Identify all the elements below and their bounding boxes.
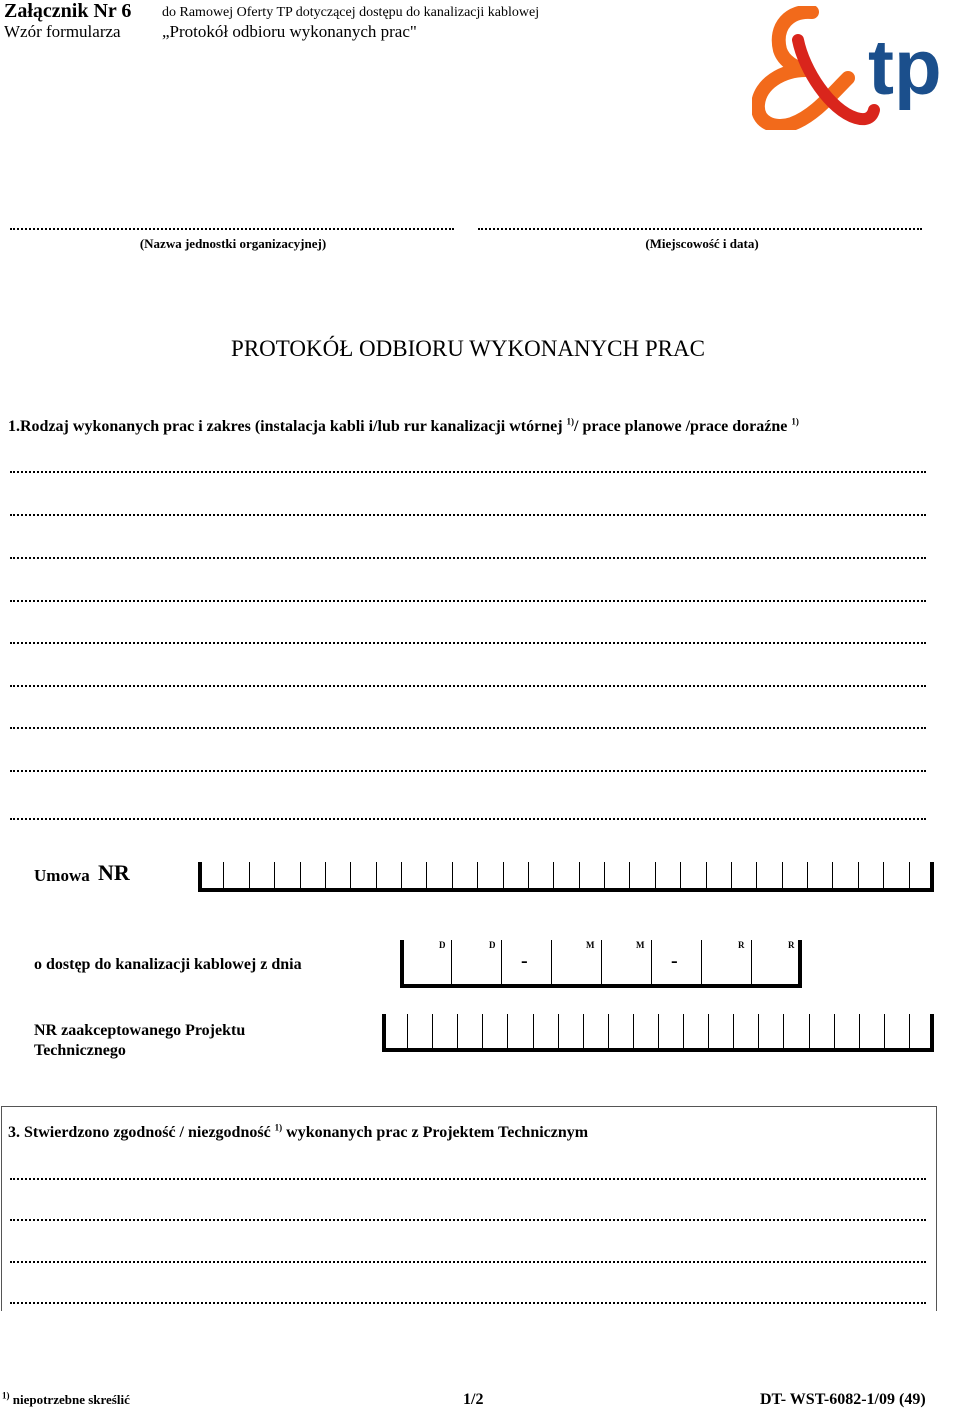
box-divider [834,1014,835,1048]
box-divider [503,862,504,888]
box-divider [680,862,681,888]
box-divider [477,862,478,888]
box-divider [733,1014,734,1048]
box-divider [457,1014,458,1048]
section1-line-5[interactable] [10,642,926,644]
box-divider [407,1014,408,1048]
form-title: „Protokół odbioru wykonanych prac" [162,22,417,41]
section1-line-2[interactable] [10,514,926,516]
box-divider [558,1014,559,1048]
date-separator-2: - [671,950,678,972]
section1-line-6[interactable] [10,685,926,687]
footnote: $^{1)}$ niepotrzebne skreślić [2,1390,130,1407]
box-divider [655,862,656,888]
box-divider [553,862,554,888]
box-divider [325,862,326,888]
box-divider [758,1014,759,1048]
section1-line-4[interactable] [10,600,926,602]
box-divider [583,1014,584,1048]
document-code: DT- WST-6082-1/09 (49) [760,1391,926,1408]
box-divider [832,862,833,888]
date-day-letter-2: D [489,940,496,950]
box-divider [807,862,808,888]
box-divider [452,862,453,888]
box-divider [782,862,783,888]
box-divider [579,862,580,888]
box-divider [223,862,224,888]
box-divider [533,1014,534,1048]
box-divider [249,862,250,888]
date-month-letter-1: M [586,940,595,950]
annex-number: Załącznik Nr 6 [4,0,132,22]
section3-line-1[interactable] [10,1178,926,1180]
box-divider [909,1014,910,1048]
box-edge-left [382,1014,386,1052]
box-divider [604,862,605,888]
box-divider [528,862,529,888]
box-divider [633,1014,634,1048]
date-separator-1: - [521,950,528,972]
section1-line-9[interactable] [10,818,926,820]
box-divider [859,1014,860,1048]
document-title: PROTOKÓŁ ODBIORU WYKONANYCH PRAC [231,336,705,361]
box-edge-right [930,862,934,892]
box-divider [706,862,707,888]
box-divider [300,862,301,888]
tp-logo [752,6,958,130]
date-year-letter-2: R [788,940,795,950]
section3-line-4[interactable] [10,1302,926,1304]
box-divider [426,862,427,888]
box-divider [858,862,859,888]
box-divider [909,862,910,888]
box-divider [883,862,884,888]
org-name-line[interactable] [10,228,454,230]
box-divider [274,862,275,888]
box-edge-left [198,862,202,892]
contract-label: Umowa [34,866,90,885]
box-divider [731,862,732,888]
box-divider [658,1014,659,1048]
box-divider [708,1014,709,1048]
box-divider [783,1014,784,1048]
box-divider [756,862,757,888]
contract-date-label: o dostęp do kanalizacji kablowej z dnia [34,956,302,973]
box-divider [809,1014,810,1048]
place-date-caption: (Miejscowość i data) [645,236,759,251]
tp-logo-icon [752,6,958,130]
org-name-caption: (Nazwa jednostki organizacyjnej) [139,236,327,251]
box-divider [432,1014,433,1048]
box-divider [608,1014,609,1048]
box-divider [507,1014,508,1048]
box-divider [376,862,377,888]
box-divider [401,862,402,888]
section3-heading: 3. Stwierdzono zgodność / niezgodność $^{1)}$ wykonanych prac z Projektem Technicznym [8,1122,589,1141]
box-divider [482,1014,483,1048]
section1-heading: 1.Rodzaj wykonanych prac i zakres (instalacja kabli i/lub rur kanalizacji wtórnej $^{1)}$/ prace planowe /prace doraźne $^{1)}$ [8,416,799,435]
annex-description: do Ramowej Oferty TP dotyczącej dostępu do kanalizacji kablowej [162,5,540,20]
section1-line-8[interactable] [10,770,926,772]
box-divider [350,862,351,888]
box-divider [884,1014,885,1048]
section3-line-3[interactable] [10,1261,926,1263]
box-divider [683,1014,684,1048]
section1-line-7[interactable] [10,727,926,729]
form-label: Wzór formularza [4,22,121,41]
date-day-letter-1: D [439,940,446,950]
section1-line-3[interactable] [10,557,926,559]
page-number: 1/2 [463,1391,484,1408]
date-year-letter-1: R [738,940,745,950]
project-number-boxes[interactable] [382,1014,934,1052]
date-month-letter-2: M [636,940,645,950]
contract-nr-label: NR [98,860,130,885]
place-date-line[interactable] [478,228,922,230]
box-edge-right [930,1014,934,1052]
section1-line-1[interactable] [10,471,926,473]
svg-text:tp: tp [868,23,942,111]
contract-date-boxes[interactable] [400,940,802,988]
contract-number-boxes[interactable] [198,862,934,892]
section3-line-2[interactable] [10,1219,926,1221]
box-divider [629,862,630,888]
project-nr-label: NR zaakceptowanego Projektu Technicznego [34,1022,246,1059]
